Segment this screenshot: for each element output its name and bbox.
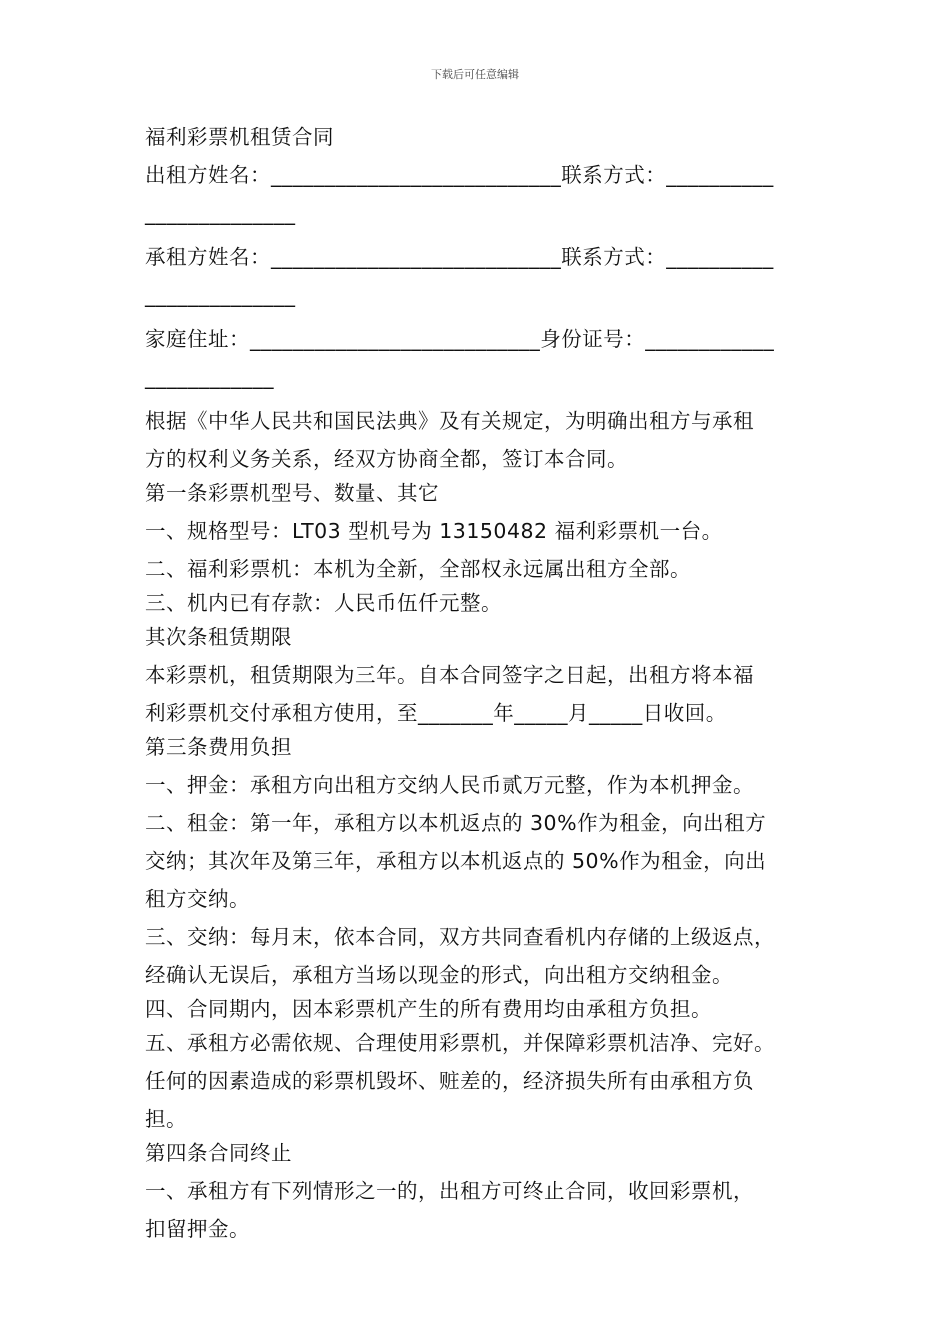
clause-line: 二、租金：第一年，承租方以本机返点的 30%作为租金，向出租方 [145,811,767,835]
blank-line: ______________ [145,283,296,307]
clause-line: 一、承租方有下列情形之一的，出租方可终止合同，收回彩票机， [145,1179,754,1203]
contract-body [145,120,815,1246]
section-heading: 第三条费用负担 [145,735,292,759]
section-heading: 其次条租赁期限 [145,625,292,649]
paragraph-line: 本彩票机，租赁期限为三年。自本合同签字之日起，出租方将本福 [145,663,754,687]
page-header: 下载后可任意编辑 [431,68,519,81]
clause-line: 租方交纳。 [145,887,250,911]
paragraph-line: 方的权利义务关系，经双方协商全都，签订本合同。 [145,447,628,471]
clause-line: 五、承租方必需依规、合理使用彩票机，并保障彩票机洁净、完好。 [145,1031,775,1055]
section-heading: 第四条合同终止 [145,1141,292,1165]
lessee-name-line: 承租方姓名：___________________________联系方式：__________ [145,245,774,269]
paragraph-line: 利彩票机交付承租方使用，至_______年_____月_____日收回。 [145,701,727,725]
clause-line: 三、交纳：每月末，依本合同，双方共同查看机内存储的上级返点， [145,925,775,949]
lessor-name-line: 出租方姓名：___________________________联系方式：__________ [145,163,774,187]
clause-line: 经确认无误后，承租方当场以现金的形式，向出租方交纳租金。 [145,963,733,987]
clause-line: 一、规格型号：LT03 型机号为 13150482 福利彩票机一台。 [145,519,723,543]
clause-line: 任何的因素造成的彩票机毁坏、赃差的，经济损失所有由承租方负 [145,1069,754,1093]
clause-line: 扣留押金。 [145,1217,250,1241]
clause-line: 二、福利彩票机：本机为全新，全部权永远属出租方全部。 [145,557,691,581]
blank-line: ____________ [145,365,274,389]
clause-line: 一、押金：承租方向出租方交纳人民币贰万元整，作为本机押金。 [145,773,754,797]
blank-line: ______________ [145,201,296,225]
section-heading: 第一条彩票机型号、数量、其它 [145,481,439,505]
clause-line: 担。 [145,1107,187,1131]
contract-title: 福利彩票机租赁合同 [145,125,334,149]
clause-line: 交纳；其次年及第三年，承租方以本机返点的 50%作为租金，向出 [145,849,767,873]
paragraph-line: 根据《中华人民共和国民法典》及有关规定，为明确出租方与承租 [145,409,754,433]
clause-line: 三、机内已有存款：人民币伍仟元整。 [145,591,502,615]
address-line: 家庭住址：___________________________身份证号：____________ [145,327,775,351]
clause-line: 四、合同期内，因本彩票机产生的所有费用均由承租方负担。 [145,997,712,1021]
